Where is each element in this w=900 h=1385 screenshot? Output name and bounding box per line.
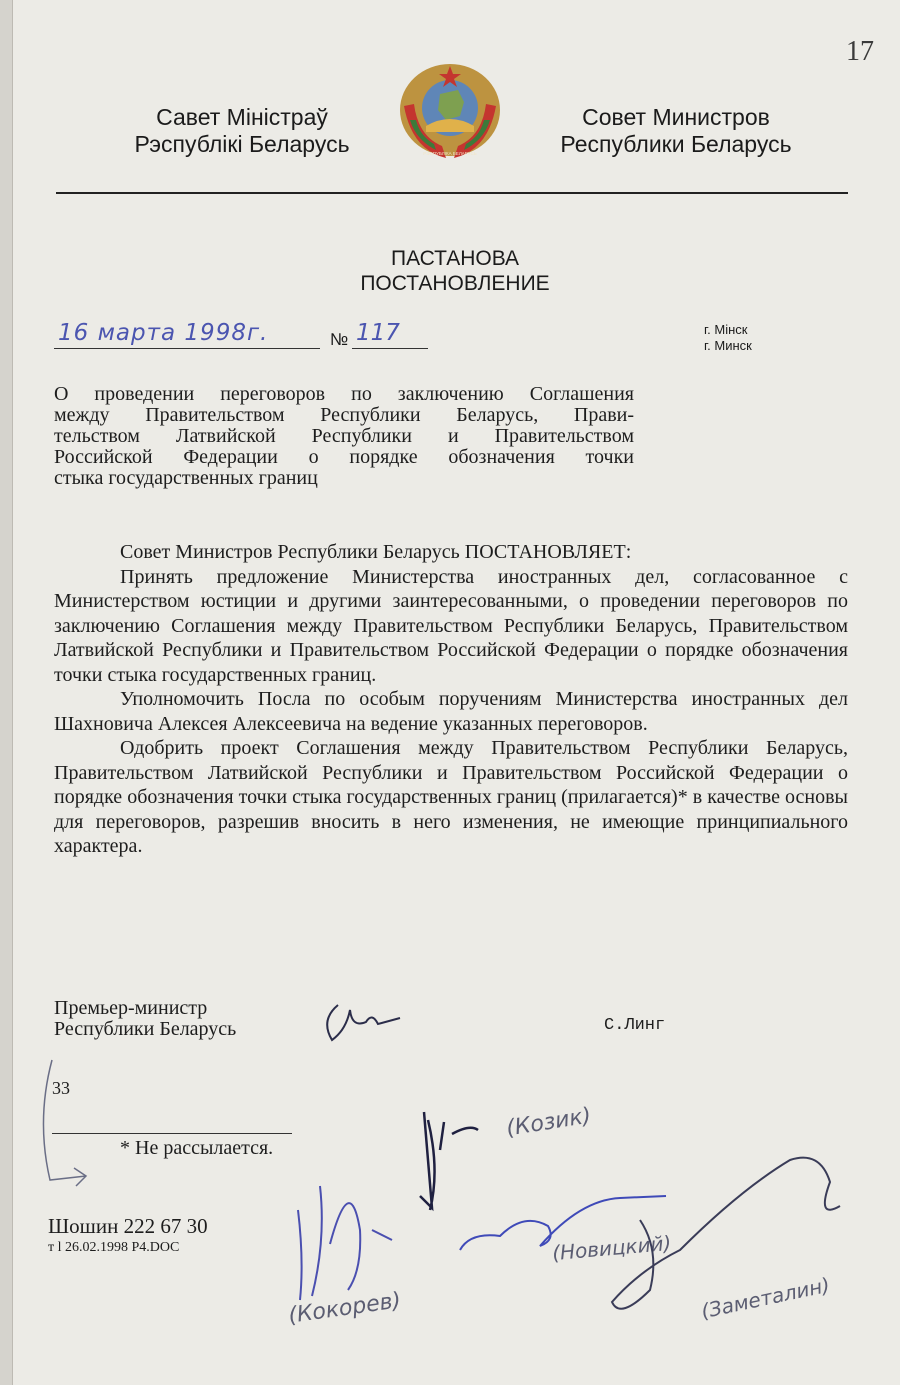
subject-line: тельством Латвийской Республики и Правительством [54, 425, 634, 447]
city-block [704, 322, 752, 354]
subject-line: Российской Федерации о порядке обозначения точки [54, 446, 634, 468]
body-paragraph-preamble: Совет Министров Республики Беларусь ПОСТАНОВЛЯЕТ: [120, 541, 632, 563]
header-belarusian [102, 104, 382, 158]
footnote: * Не рассылается. [120, 1137, 274, 1159]
subject-line: между Правительством Республики Беларусь, Прави- [54, 404, 634, 426]
signatory-position-line2: Республики Беларусь [54, 1018, 237, 1040]
title-russian: ПОСТАНОВЛЕНИЕ [360, 272, 550, 295]
state-emblem-icon [396, 60, 504, 162]
handwritten-number: 117 [356, 320, 400, 346]
premier-signature-mark [327, 1005, 400, 1040]
title-belarusian: ПАСТАНОВА [390, 247, 520, 270]
executor-line: Шошин 222 67 30 [48, 1214, 208, 1238]
body-paragraph-accept: Принять предложение Министерства иностранных дел, согласованное с Министерством юстиции и другими заинтересованными, о проведении переговоров по заключению Соглашения между Правительством Республики Беларусь, Правительством Латвийской Республики и Правительством Российской Федерации о порядке обозначения точки стыка государственных границ. [54, 565, 848, 686]
visa-signature-mark [298, 1186, 392, 1300]
header-by-line2: Рэспублікі Беларусь [134, 131, 350, 157]
city-russian: г. Минск [704, 338, 752, 353]
visa-signature-mark [420, 1112, 478, 1210]
header-ru-line1: Совет Министров [582, 104, 770, 130]
distribution-code: 33 [52, 1078, 70, 1098]
handwritten-name-note: (Кокорев) [286, 1288, 403, 1329]
handwritten-name-note: (Заметалин) [698, 1272, 832, 1324]
signatory-position-line1: Премьер-министр [54, 997, 208, 1019]
handwritten-name-note: (Козик) [504, 1103, 593, 1142]
file-reference: т l 26.02.1998 P4.DOC [48, 1240, 180, 1255]
subject-line: стыка государственных границ [54, 467, 318, 489]
signatory-name: С.Линг [604, 1016, 666, 1035]
body-paragraph-authorize: Уполномочить Посла по особым поручениям Министерства иностранных дел Шахновича Алексея Алексеевича на ведение указанных переговоров. [54, 688, 848, 735]
subject-line: О проведении переговоров по заключению Соглашения [54, 383, 634, 405]
number-label: № [330, 330, 349, 349]
header-russian [536, 104, 816, 158]
date-underline [54, 348, 320, 349]
header-by-line1: Савет Міністраў [156, 104, 328, 130]
emblem-motto: РЭСПУБЛІКА БЕЛАРУСЬ [423, 151, 477, 156]
city-belarusian: г. Мінск [704, 322, 748, 337]
resolution-subject [54, 384, 634, 489]
page-number: 17 [846, 36, 874, 67]
body-paragraph-approve: Одобрить проект Соглашения между Правительством Республики Беларусь, Правительством Латвийской Республики и Правительством Российской Федерации о порядке обозначения точки стыка государственных границ (прилагается)* в качестве основы для переговоров, разрешив вносить в него изменения, не имеющие принципиального характера. [54, 737, 848, 857]
signatory-position [54, 998, 236, 1040]
handwritten-name-note: (Новицкий) [551, 1230, 673, 1266]
footnote-rule [52, 1133, 292, 1134]
header-ru-line2: Республики Беларусь [560, 131, 792, 157]
document-type-title [0, 246, 900, 296]
resolution-body [54, 540, 848, 859]
header-divider [56, 192, 848, 194]
handwritten-date: 16 марта 1998г. [58, 320, 269, 346]
number-underline [352, 348, 428, 349]
page-binding-edge [0, 0, 13, 1385]
